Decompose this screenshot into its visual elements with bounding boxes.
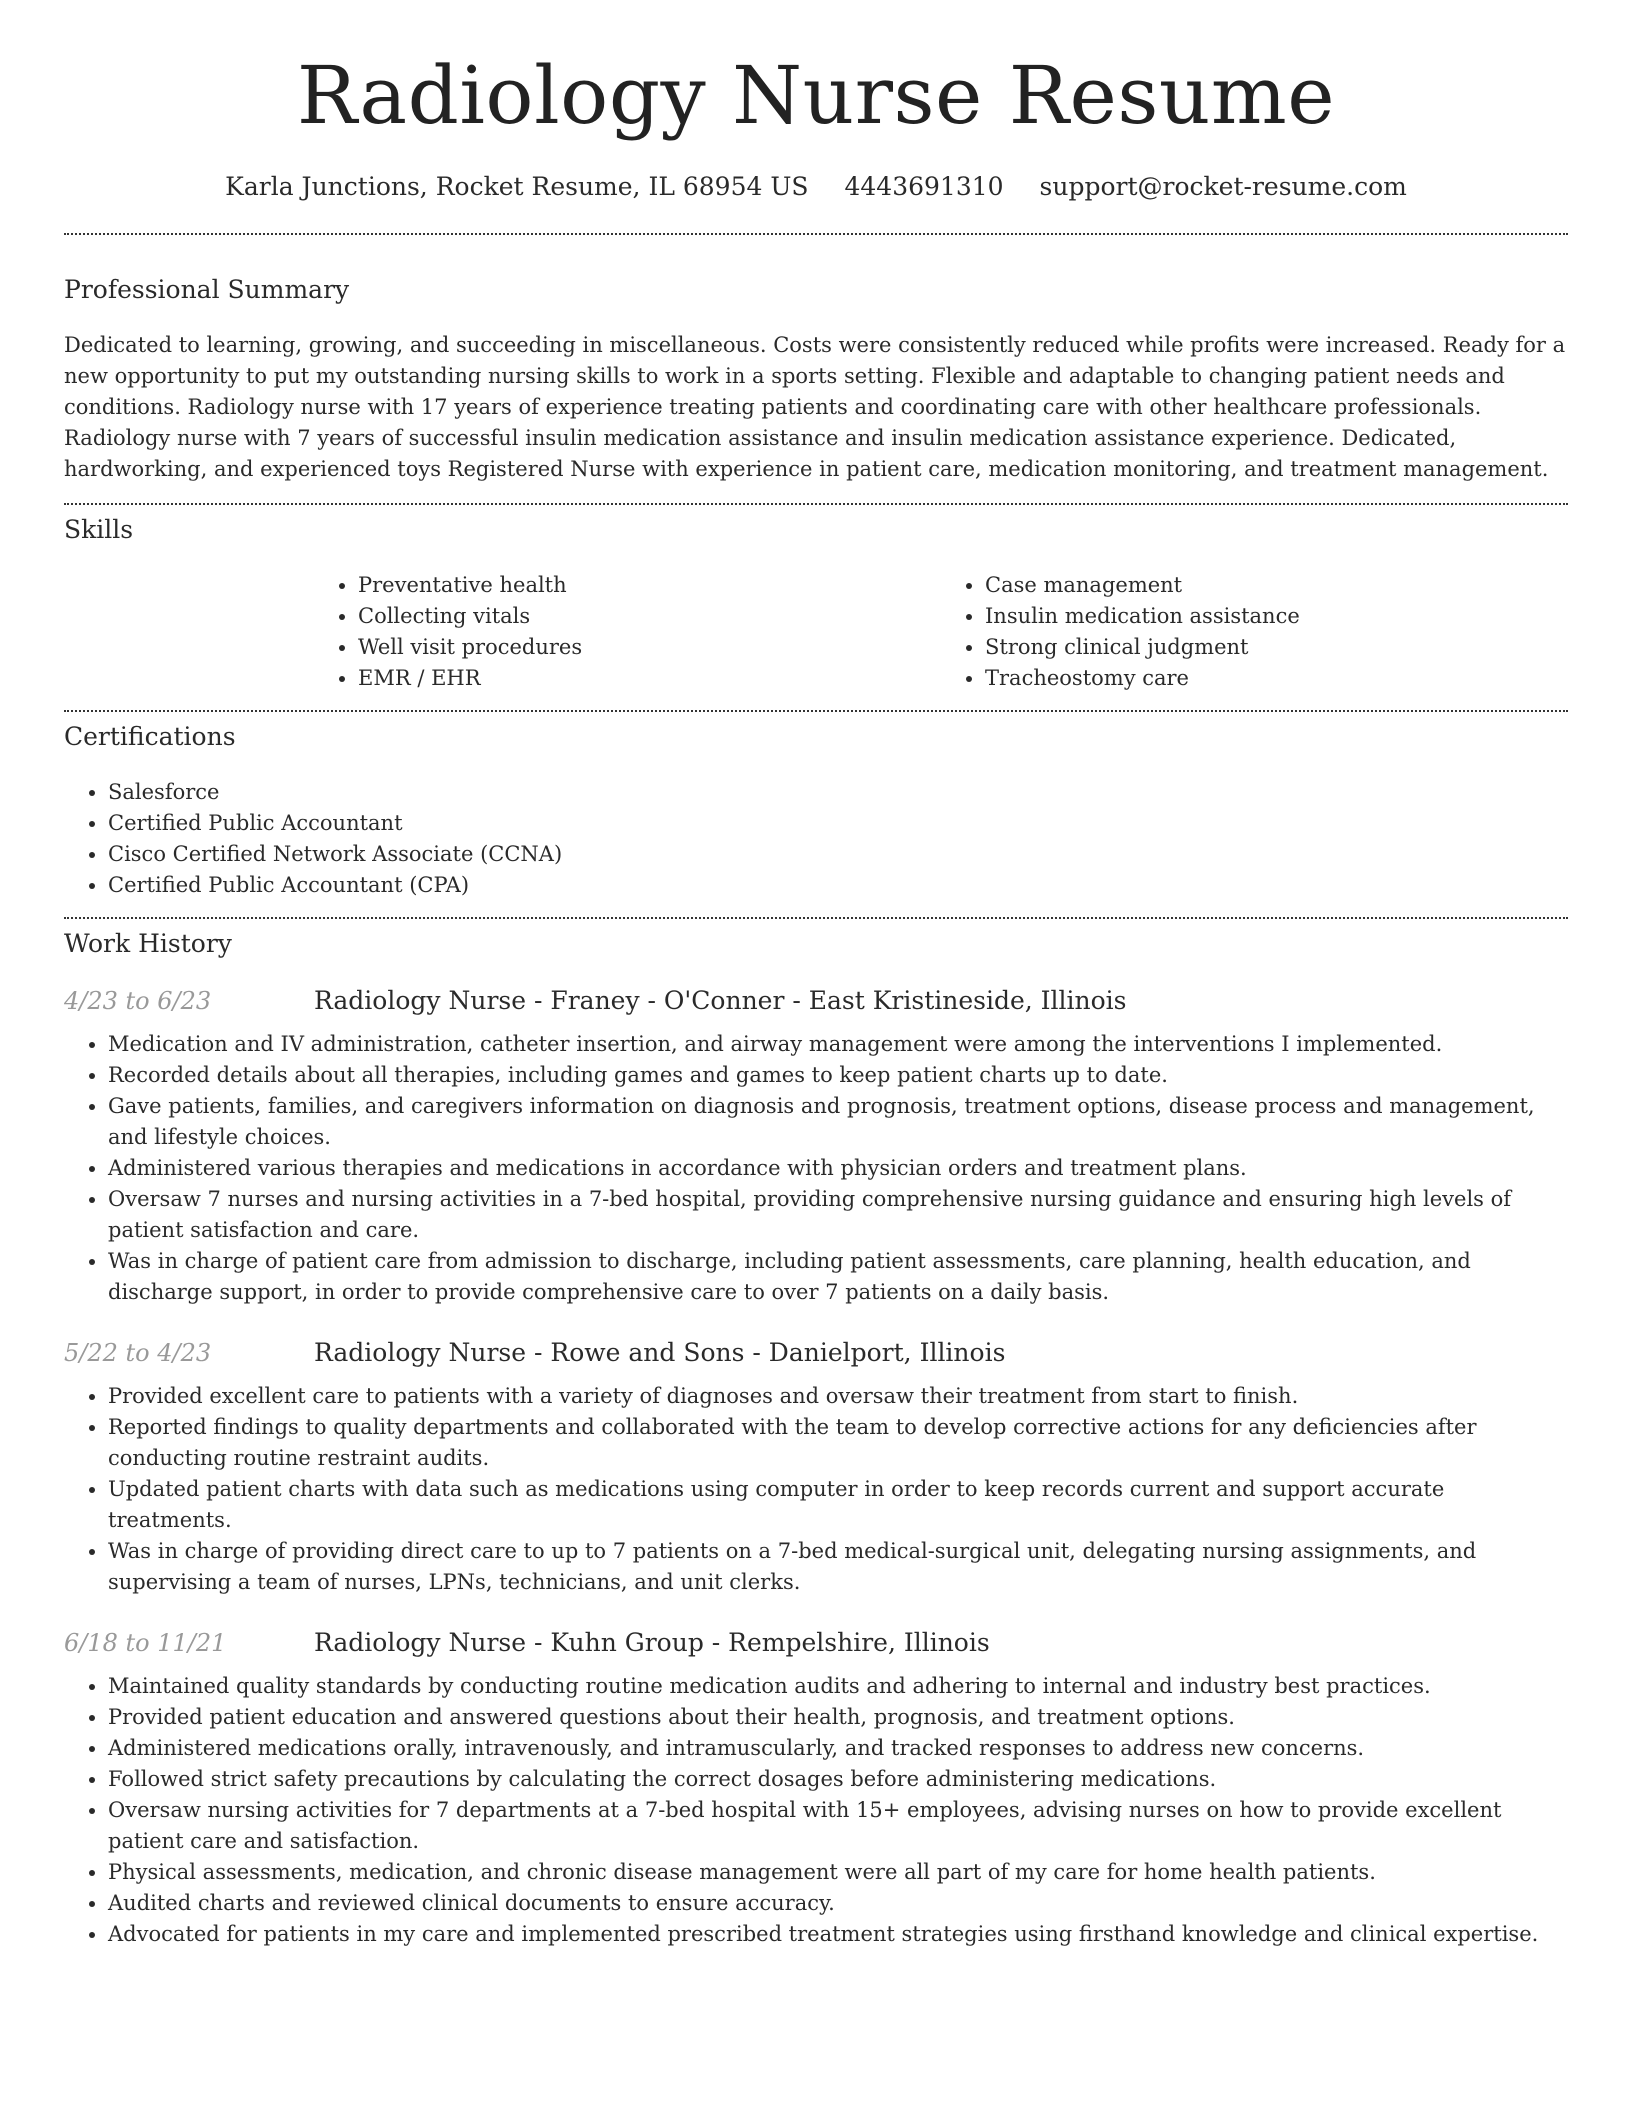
list-item: • Reported findings to quality departments and collaborated with the team to develop corrective actions for any deficiencies after conducting routine restraint audits. [108,1412,1568,1474]
list-item: • Collecting vitals [358,601,941,632]
list-item: • Gave patients, families, and caregivers information on diagnosis and prognosis, treatment options, disease process and management, and lifestyle choices. [108,1091,1568,1153]
job-title: Radiology Nurse - Franey - O'Conner - East Kristineside, Illinois [314,986,1127,1015]
list-item: • Provided patient education and answered questions about their health, prognosis, and treatment options. [108,1702,1568,1733]
job-bullets [64,1671,1568,1950]
job-entry [64,986,1568,1308]
job-dates: 5/22 to 4/23 [64,1339,212,1367]
job-header [64,1338,1568,1367]
list-item: • Followed strict safety precautions by calculating the correct dosages before administering medications. [108,1764,1568,1795]
job-dates: 4/23 to 6/23 [64,987,212,1015]
job-entry [64,1338,1568,1598]
skills-grid [314,570,1568,694]
list-item: • Was in charge of patient care from admission to discharge, including patient assessments, care planning, health education, and discharge support, in order to provide comprehensive care to over 7 patients on a daily basis. [108,1246,1568,1308]
certifications-section [64,722,1568,901]
list-item: • Maintained quality standards by conducting routine medication audits and adhering to internal and industry best practices. [108,1671,1568,1702]
list-item: • Audited charts and reviewed clinical documents to ensure accuracy. [108,1888,1568,1919]
list-item: • EMR / EHR [358,663,941,694]
list-item: • Certified Public Accountant [108,808,1568,839]
divider [64,710,1568,712]
list-item: • Preventative health [358,570,941,601]
page-title: Radiology Nurse Resume [296,49,1336,142]
job-header [64,1628,1568,1657]
divider [64,503,1568,505]
work-section [64,929,1568,1950]
certifications-list [64,777,1568,901]
list-item: • Salesforce [108,777,1568,808]
summary-section [64,275,1568,485]
list-item: • Administered various therapies and medications in accordance with physician orders and treatment plans. [108,1153,1568,1184]
list-item: • Oversaw 7 nurses and nursing activities in a 7-bed hospital, providing comprehensive nursing guidance and ensuring high levels of patient satisfaction and care. [108,1184,1568,1246]
job-title: Radiology Nurse - Rowe and Sons - Danielport, Illinois [314,1338,1006,1367]
list-item: • Case management [985,570,1568,601]
contact-phone: 4443691310 [844,172,1004,201]
list-item: • Tracheostomy care [985,663,1568,694]
contact-email: support@rocket-resume.com [1039,172,1407,201]
summary-heading: Professional Summary [64,275,350,304]
list-item: • Updated patient charts with data such as medications using computer in order to keep records current and support accurate treatments. [108,1474,1568,1536]
list-item: • Oversaw nursing activities for 7 departments at a 7-bed hospital with 15+ employees, advising nurses on how to provide excellent patient care and satisfaction. [108,1795,1568,1857]
list-item: • Recorded details about all therapies, including games and games to keep patient charts up to date. [108,1060,1568,1091]
list-item: • Insulin medication assistance [985,601,1568,632]
job-dates: 6/18 to 11/21 [64,1629,227,1657]
certifications-heading: Certifications [64,722,236,751]
list-item: • Administered medications orally, intravenously, and intramuscularly, and tracked responses to address new concerns. [108,1733,1568,1764]
divider [64,233,1568,235]
list-item: • Medication and IV administration, catheter insertion, and airway management were among the interventions I implemented. [108,1029,1568,1060]
list-item: • Provided excellent care to patients with a variety of diagnoses and oversaw their treatment from start to finish. [108,1381,1568,1412]
job-bullets [64,1381,1568,1598]
list-item: • Cisco Certified Network Associate (CCNA) [108,839,1568,870]
list-item: • Certified Public Accountant (CPA) [108,870,1568,901]
job-bullets [64,1029,1568,1308]
job-title: Radiology Nurse - Kuhn Group - Rempelshire, Illinois [314,1628,990,1657]
skills-list-right [941,570,1568,694]
skills-list-left [314,570,941,694]
list-item: • Advocated for patients in my care and implemented prescribed treatment strategies using firsthand knowledge and clinical expertise. [108,1919,1568,1950]
list-item: • Well visit procedures [358,632,941,663]
divider [64,917,1568,919]
skills-heading: Skills [64,515,134,544]
summary-text: Dedicated to learning, growing, and succeeding in miscellaneous. Costs were consistently reduced while profits were increased. Ready for a new opportunity to put my outstanding nursing skills to work in a sports setting. Flexible and adaptable to changing patient needs and conditions. Radiology nurse with 17 years of experience treating patients and coordinating care with other healthcare professionals. Radiology nurse with 7 years of successful insulin medication assistance and insulin medication assistance experience. Dedicated, hardworking, and experienced toys Registered Nurse with experience in patient care, medication monitoring, and treatment management. [64,333,1566,481]
job-entry [64,1628,1568,1950]
list-item: • Strong clinical judgment [985,632,1568,663]
job-header [64,986,1568,1015]
contact-address: Karla Junctions, Rocket Resume, IL 68954 US [225,172,809,201]
skills-section [64,515,1568,694]
list-item: • Was in charge of providing direct care to up to 7 patients on a 7-bed medical-surgical unit, delegating nursing assignments, and supervising a team of nurses, LPNs, technicians, and unit clerks. [108,1536,1568,1598]
work-heading: Work History [64,929,232,958]
list-item: • Physical assessments, medication, and chronic disease management were all part of my care for home health patients. [108,1857,1568,1888]
contact-line [64,172,1568,201]
